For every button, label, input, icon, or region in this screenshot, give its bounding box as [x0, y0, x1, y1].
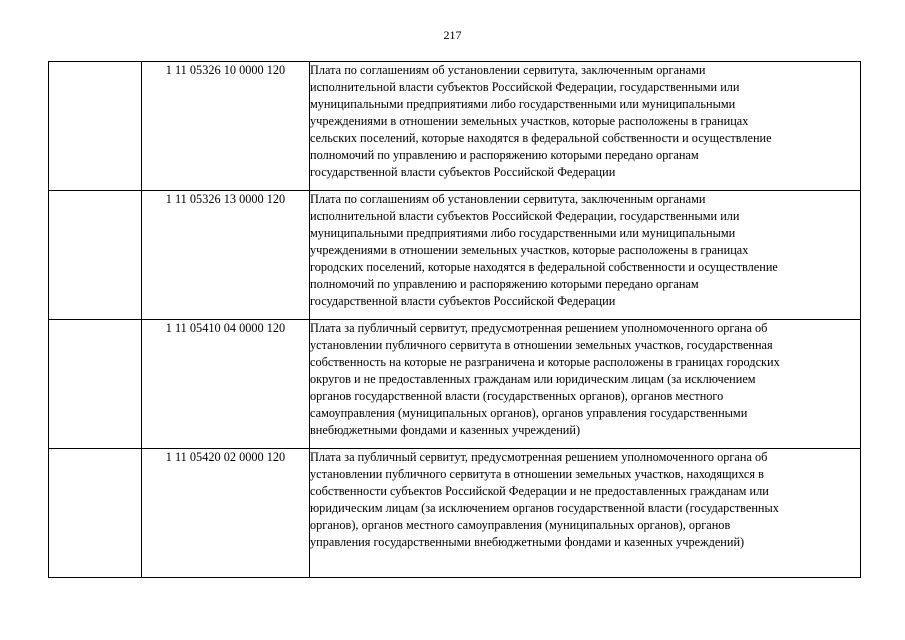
description-line: органов), органов местного самоуправления (муниципальных органов), органов [310, 518, 731, 532]
admin-code-cell [49, 191, 142, 320]
description-line: исполнительной власти субъектов Российской Федерации, государственными или [310, 209, 740, 223]
description-line: Плата за публичный сервитут, предусмотренная решением уполномоченного органа об [310, 321, 768, 335]
admin-code-cell [49, 62, 142, 191]
description-line: самоуправления (муниципальных органов), органов управления государственными [310, 406, 748, 420]
description-cell [310, 320, 861, 449]
page-number: 217 [443, 28, 462, 42]
description-line: управления государственными внебюджетными фондами и казенных учреждений) [310, 535, 745, 549]
description-line: государственной власти субъектов Российской Федерации [310, 165, 616, 179]
revenue-code-cell: 1 11 05326 13 0000 120 [142, 191, 310, 320]
description-line: собственность на которые не разграничена и которые расположены в границах городских [310, 355, 780, 369]
description-line: сельских поселений, которые находятся в федеральной собственности и осуществление [310, 131, 772, 145]
table-row [49, 191, 861, 320]
description-line: полномочий по управлению и распоряжению которыми передано органам [310, 148, 699, 162]
description-line: полномочий по управлению и распоряжению которыми передано органам [310, 277, 699, 291]
description-cell [310, 62, 861, 191]
description-cell [310, 191, 861, 320]
revenue-code-cell: 1 11 05420 02 0000 120 [142, 449, 310, 578]
description-line: органов государственной власти (государственных органов), органов местного [310, 389, 724, 403]
description-line: муниципальными предприятиями либо государственными или муниципальными [310, 226, 736, 240]
description-line: Плата за публичный сервитут, предусмотренная решением уполномоченного органа об [310, 450, 768, 464]
description-line: округов и не предоставленных гражданам или юридическим лицам (за исключением [310, 372, 756, 386]
description-line: муниципальными предприятиями либо государственными или муниципальными [310, 97, 736, 111]
description-line: внебюджетными фондами и казенных учреждений) [310, 423, 581, 437]
description-line: исполнительной власти субъектов Российской Федерации, государственными или [310, 80, 740, 94]
description-line: городских поселений, которые находятся в федеральной собственности и осуществление [310, 260, 778, 274]
description-line: собственности субъектов Российской Федерации и не предоставленных гражданам или [310, 484, 769, 498]
table-row [49, 62, 861, 191]
admin-code-cell [49, 320, 142, 449]
table-row [49, 320, 861, 449]
admin-code-cell [49, 449, 142, 578]
table-row [49, 449, 861, 578]
description-cell [310, 449, 861, 578]
description-line: учреждениями в отношении земельных участков, которые расположены в границах [310, 243, 749, 257]
description-line: юридическим лицам (за исключением органов государственной власти (государственных [310, 501, 779, 515]
description-line: Плата по соглашениям об установлении сервитута, заключенным органами [310, 63, 706, 77]
revenue-code-cell: 1 11 05410 04 0000 120 [142, 320, 310, 449]
revenue-codes-table [48, 61, 861, 578]
description-line: установлении публичного сервитута в отношении земельных участков, государственная [310, 338, 773, 352]
description-line: установлении публичного сервитута в отношении земельных участков, находящихся в [310, 467, 764, 481]
revenue-code-cell: 1 11 05326 10 0000 120 [142, 62, 310, 191]
description-line: учреждениями в отношении земельных участков, которые расположены в границах [310, 114, 749, 128]
description-line: государственной власти субъектов Российской Федерации [310, 294, 616, 308]
description-line: Плата по соглашениям об установлении сервитута, заключенным органами [310, 192, 706, 206]
